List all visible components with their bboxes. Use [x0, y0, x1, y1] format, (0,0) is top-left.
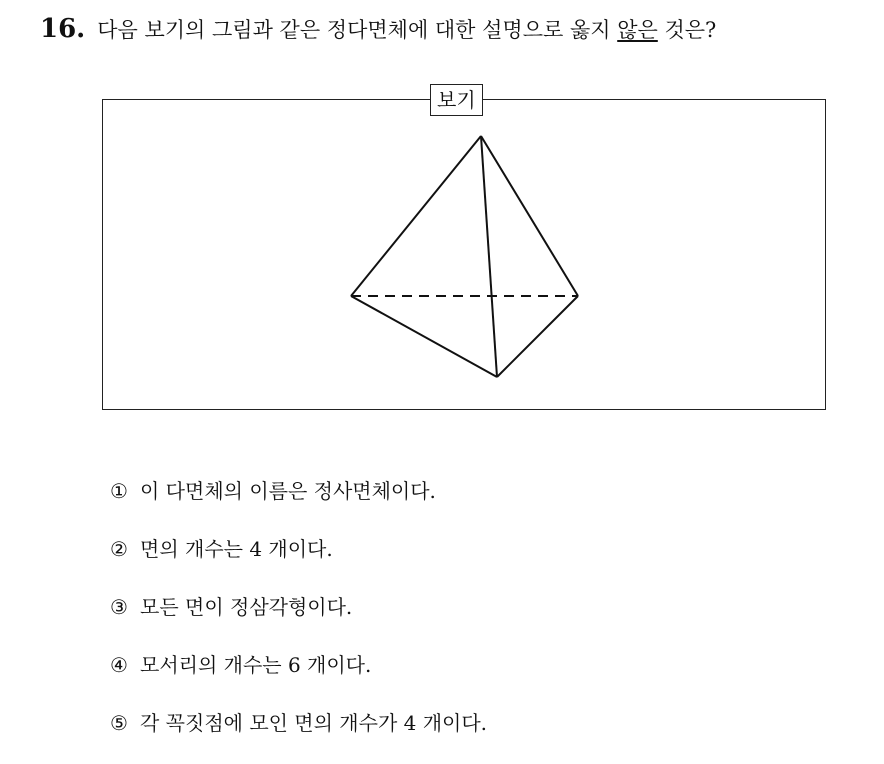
edge-apex-right [481, 136, 578, 296]
edge-apex-left [351, 136, 481, 296]
choice-1[interactable] [110, 474, 487, 532]
question-number: 16. [40, 14, 86, 44]
choice-text: 면의 개수는 4 개이다. [140, 537, 333, 561]
choice-list [110, 474, 487, 764]
choice-text: 이 다면체의 이름은 정사면체이다. [140, 479, 436, 503]
choice-mark: ③ [110, 595, 128, 619]
choice-text: 모든 면이 정삼각형이다. [140, 595, 353, 619]
choice-2[interactable] [110, 532, 487, 590]
edge-right-bottom [497, 296, 578, 377]
choice-mark: ① [110, 479, 128, 503]
choice-4[interactable] [110, 648, 487, 706]
choice-mark: ② [110, 537, 128, 561]
choice-3[interactable] [110, 590, 487, 648]
edge-left-bottom [351, 296, 497, 377]
question-text: 다음 보기의 그림과 같은 정다면체에 대한 설명으로 옳지 [97, 18, 618, 42]
question-underline: 않은 [617, 18, 658, 42]
choice-mark: ④ [110, 653, 128, 677]
box-label: 보기 [430, 84, 483, 116]
choice-mark: ⑤ [110, 711, 128, 735]
choice-5[interactable] [110, 706, 487, 764]
edge-apex-bottom [481, 136, 497, 377]
choice-text: 각 꼭짓점에 모인 면의 개수가 4 개이다. [140, 711, 488, 735]
choice-text: 모서리의 개수는 6 개이다. [140, 653, 372, 677]
question-text-end: 것은? [657, 18, 717, 42]
